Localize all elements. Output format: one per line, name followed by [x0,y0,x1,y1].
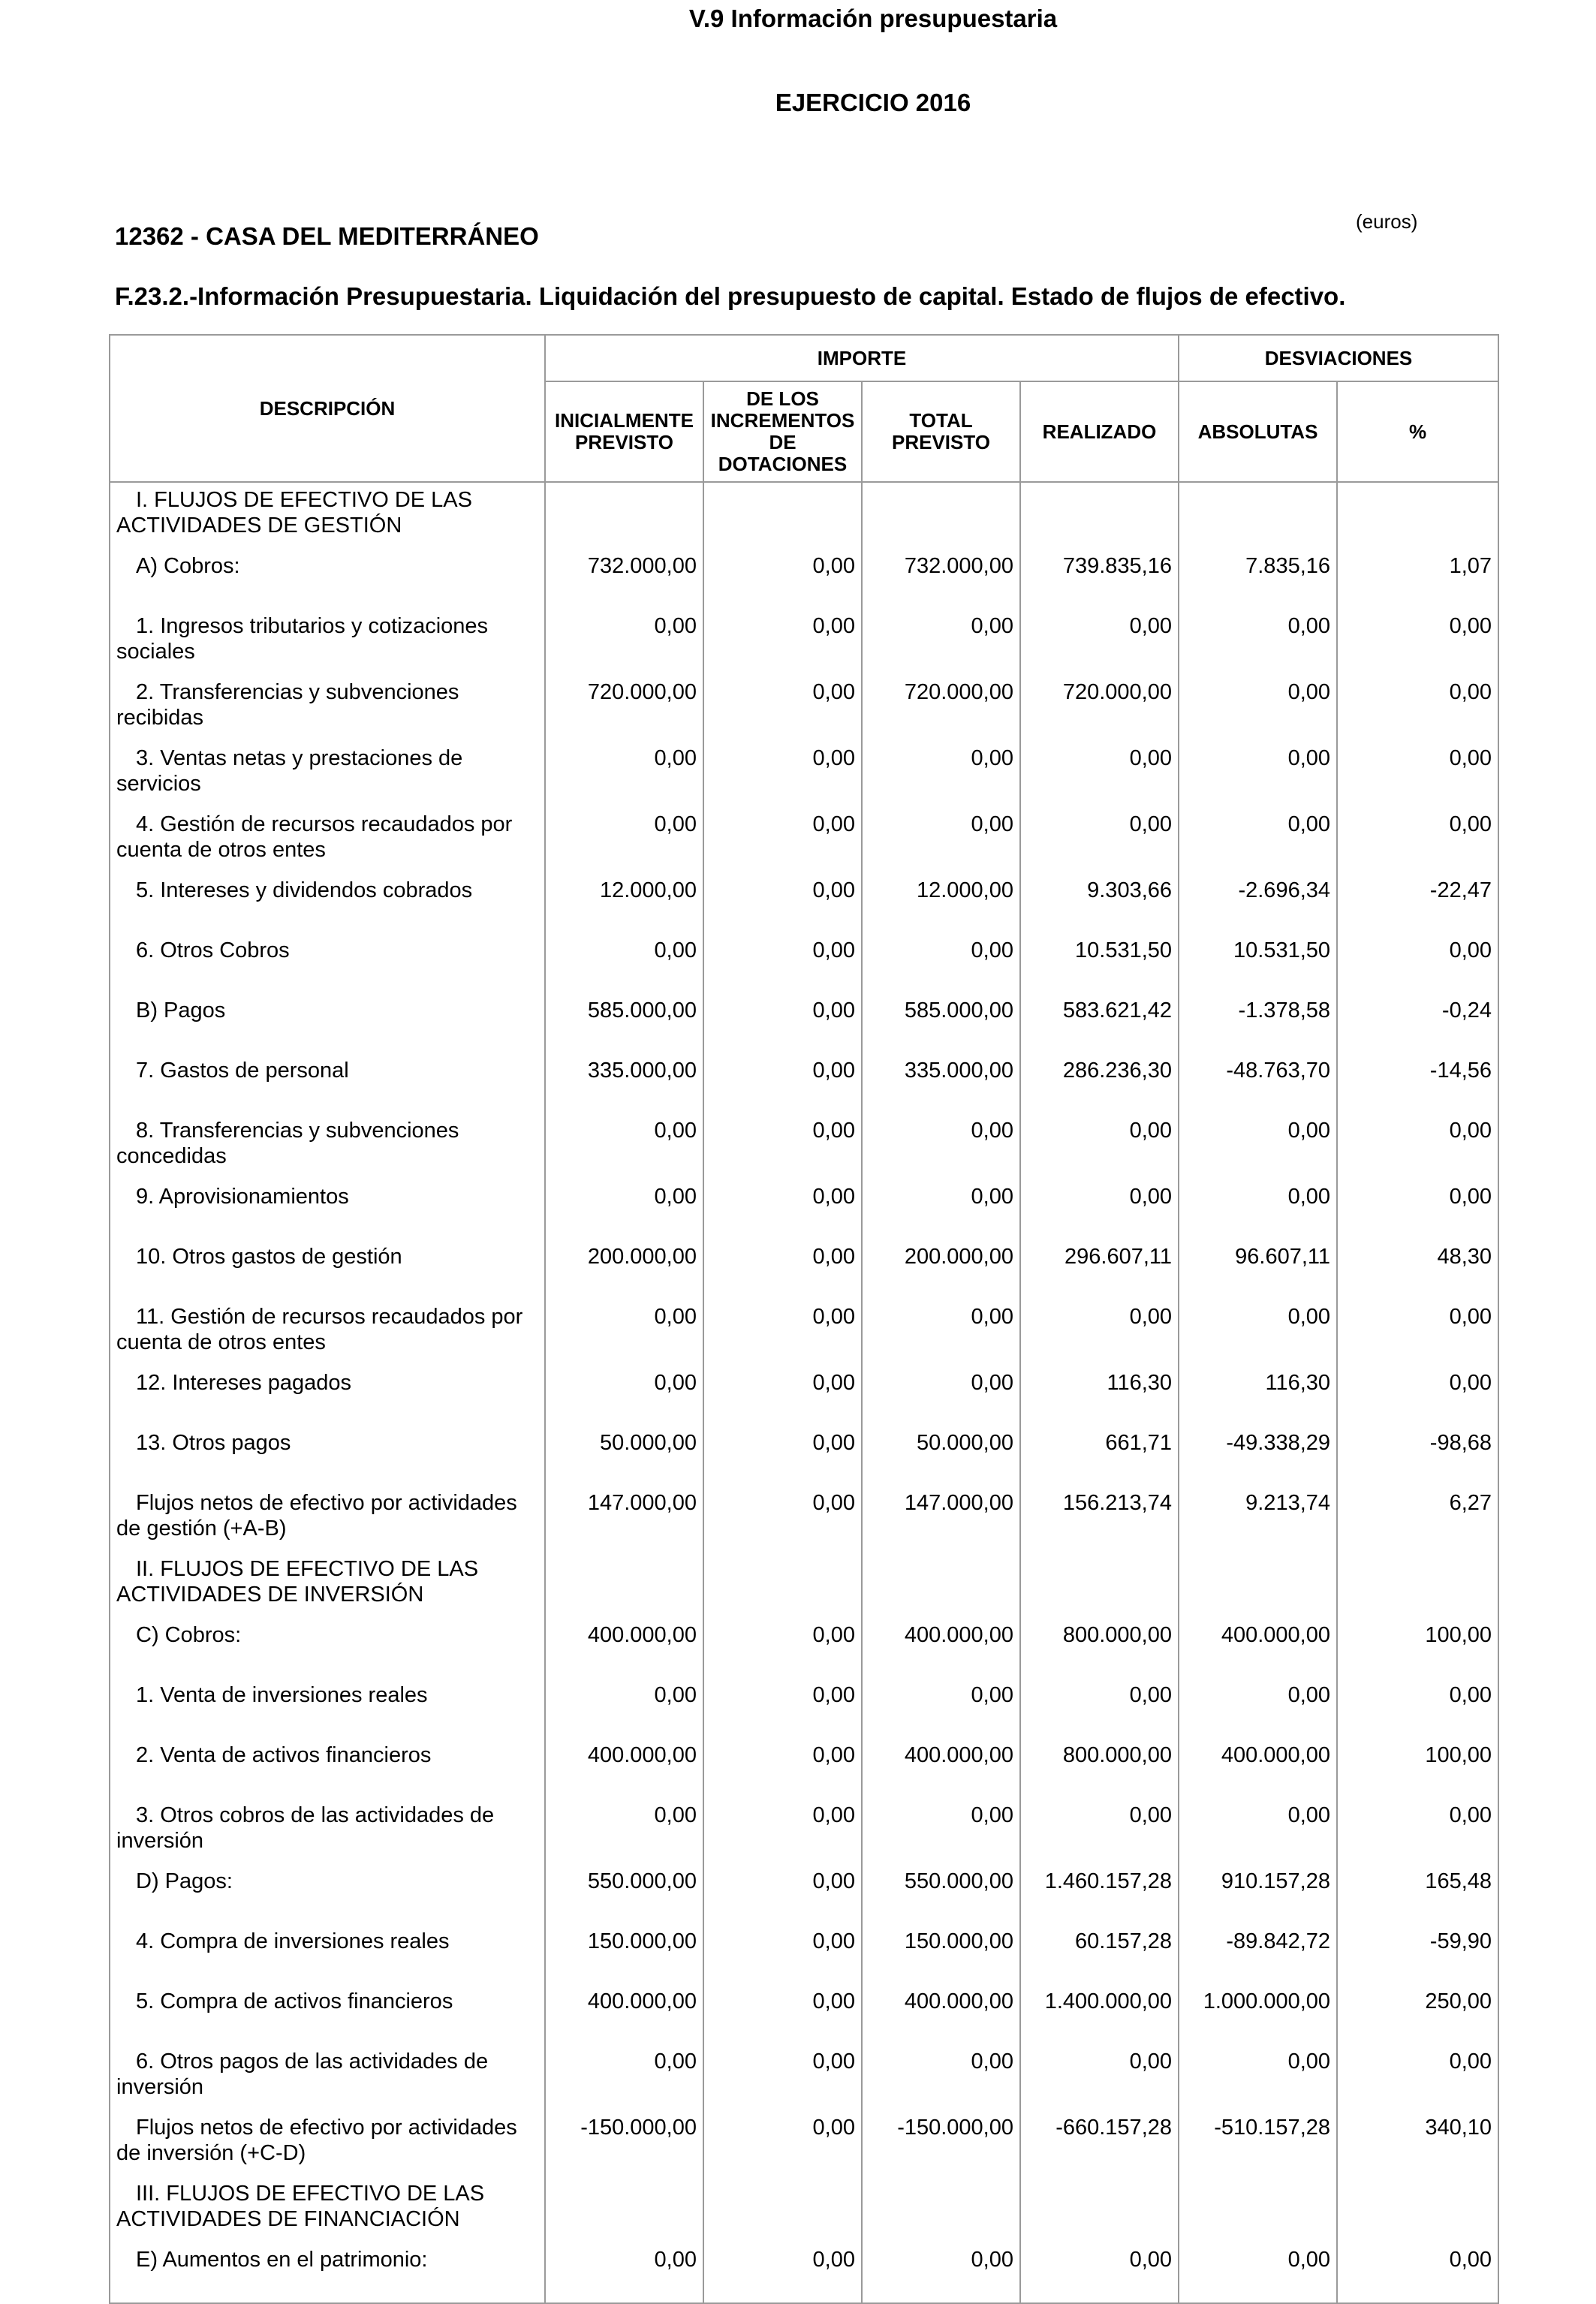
cell-incrementos-dotaciones: 0,00 [703,741,862,807]
row-description [110,1300,545,1366]
cell-total-previsto: 0,00 [862,1798,1020,1864]
table-row [110,807,1498,873]
cell-inicialmente-previsto: 400.000,00 [545,1984,703,2044]
cell-desviacion-absoluta: 1.000.000,00 [1179,1984,1337,2044]
row-label: 12. Intereses pagados [136,1371,351,1395]
cell-inicialmente-previsto: 0,00 [545,1366,703,1426]
cell-realizado: 0,00 [1020,1179,1179,1239]
cell-desviacion-absoluta: 10.531,50 [1179,933,1337,993]
row-description [110,609,545,675]
cell-realizado: 0,00 [1020,741,1179,807]
cell-inicialmente-previsto: 150.000,00 [545,1924,703,1984]
table-row [110,1426,1498,1486]
cell-inicialmente-previsto: 0,00 [545,1678,703,1738]
row-description [110,549,545,609]
cell-total-previsto [862,2176,1020,2242]
cell-incrementos-dotaciones: 0,00 [703,2110,862,2176]
cell-realizado: 0,00 [1020,1300,1179,1366]
cell-total-previsto: 585.000,00 [862,993,1020,1053]
table-row [110,2110,1498,2176]
table-header [110,335,1498,482]
cell-inicialmente-previsto: 147.000,00 [545,1486,703,1552]
row-description [110,1486,545,1552]
header-incrementos-dotaciones: DE LOS INCREMENTOS DE DOTACIONES [703,381,862,482]
row-description [110,741,545,807]
cell-total-previsto: 400.000,00 [862,1984,1020,2044]
cell-incrementos-dotaciones: 0,00 [703,1618,862,1678]
table-body [110,482,1498,2303]
cell-desviacion-porcentaje: 0,00 [1337,1113,1498,1179]
cell-desviacion-porcentaje: 250,00 [1337,1984,1498,2044]
page-title: V.9 Información presupuestaria [688,5,1058,32]
cell-total-previsto: 0,00 [862,933,1020,993]
cell-inicialmente-previsto: 0,00 [545,2044,703,2110]
cell-desviacion-porcentaje: -98,68 [1337,1426,1498,1486]
section-row [110,1552,1498,1618]
row-label: 3. Ventas netas y prestaciones de servicios [116,746,463,796]
table-row [110,2044,1498,2110]
row-description [110,2110,545,2176]
cell-total-previsto: 0,00 [862,1113,1020,1179]
cell-desviacion-absoluta: 7.835,16 [1179,549,1337,609]
table-row [110,609,1498,675]
header-importe: IMPORTE [545,335,1179,381]
row-description [110,1239,545,1300]
cell-incrementos-dotaciones: 0,00 [703,1053,862,1113]
cell-desviacion-porcentaje: 0,00 [1337,2242,1498,2303]
cell-desviacion-absoluta: 910.157,28 [1179,1864,1337,1924]
cell-inicialmente-previsto: 12.000,00 [545,873,703,933]
row-label: Flujos netos de efectivo por actividades de inversión (+C-D) [116,2116,517,2165]
row-label: A) Cobros: [136,554,240,578]
cell-realizado: 583.621,42 [1020,993,1179,1053]
cell-desviacion-absoluta: 0,00 [1179,675,1337,741]
cell-total-previsto: 0,00 [862,741,1020,807]
row-description [110,1552,545,1618]
cash-flow-table [109,334,1499,2304]
row-label: 2. Venta de activos financieros [136,1743,432,1767]
cell-inicialmente-previsto [545,1552,703,1618]
cell-realizado: 9.303,66 [1020,873,1179,933]
cell-incrementos-dotaciones: 0,00 [703,993,862,1053]
table-row [110,1864,1498,1924]
table-row [110,2242,1498,2303]
cell-desviacion-porcentaje: 0,00 [1337,2044,1498,2110]
cell-incrementos-dotaciones [703,1552,862,1618]
cell-realizado: 739.835,16 [1020,549,1179,609]
cell-total-previsto: 150.000,00 [862,1924,1020,1984]
row-description [110,993,545,1053]
table-row [110,993,1498,1053]
cell-realizado: 0,00 [1020,1113,1179,1179]
cell-realizado [1020,1552,1179,1618]
table-row [110,1179,1498,1239]
row-label: 10. Otros gastos de gestión [136,1245,402,1269]
cell-desviacion-porcentaje [1337,2176,1498,2242]
cell-desviacion-porcentaje: 100,00 [1337,1618,1498,1678]
row-description [110,1366,545,1426]
cell-desviacion-absoluta: 0,00 [1179,741,1337,807]
cell-incrementos-dotaciones: 0,00 [703,549,862,609]
cell-incrementos-dotaciones: 0,00 [703,2044,862,2110]
cell-inicialmente-previsto: 400.000,00 [545,1618,703,1678]
row-label: 4. Compra de inversiones reales [136,1929,450,1953]
cell-inicialmente-previsto: 732.000,00 [545,549,703,609]
row-label: B) Pagos [136,998,226,1022]
cell-realizado: 0,00 [1020,609,1179,675]
row-label: III. FLUJOS DE EFECTIVO DE LAS ACTIVIDADES DE FINANCIACIÓN [116,2182,485,2231]
cell-desviacion-porcentaje: -22,47 [1337,873,1498,933]
row-label: 2. Transferencias y subvenciones recibidas [116,680,459,730]
row-label: 1. Venta de inversiones reales [136,1683,428,1707]
cell-incrementos-dotaciones: 0,00 [703,1924,862,1984]
currency-note: (euros) [1356,210,1418,233]
cell-desviacion-porcentaje: 0,00 [1337,1798,1498,1864]
cell-desviacion-absoluta: 9.213,74 [1179,1486,1337,1552]
cell-realizado: 0,00 [1020,807,1179,873]
cell-desviacion-porcentaje [1337,1552,1498,1618]
cell-inicialmente-previsto: 0,00 [545,807,703,873]
table-row [110,1984,1498,2044]
table-row [110,1486,1498,1552]
cell-realizado: 720.000,00 [1020,675,1179,741]
row-label: 5. Intereses y dividendos cobrados [136,878,473,902]
row-description [110,1113,545,1179]
row-description [110,1179,545,1239]
section-row [110,482,1498,549]
cell-realizado: 116,30 [1020,1366,1179,1426]
cell-desviacion-absoluta: 0,00 [1179,1300,1337,1366]
cell-desviacion-porcentaje: 0,00 [1337,1366,1498,1426]
row-description [110,1984,545,2044]
row-label: I. FLUJOS DE EFECTIVO DE LAS ACTIVIDADES DE GESTIÓN [116,488,472,538]
cell-total-previsto: 732.000,00 [862,549,1020,609]
table-row [110,675,1498,741]
cell-incrementos-dotaciones: 0,00 [703,1113,862,1179]
row-label: E) Aumentos en el patrimonio: [136,2248,428,2272]
row-description [110,675,545,741]
row-description [110,1738,545,1798]
cell-total-previsto: 200.000,00 [862,1239,1020,1300]
cell-incrementos-dotaciones: 0,00 [703,1486,862,1552]
row-description [110,873,545,933]
cell-desviacion-absoluta: 0,00 [1179,2044,1337,2110]
cell-incrementos-dotaciones: 0,00 [703,873,862,933]
cell-inicialmente-previsto: 50.000,00 [545,1426,703,1486]
cell-realizado: 0,00 [1020,2242,1179,2303]
header-porcentaje: % [1337,381,1498,482]
cell-inicialmente-previsto: 0,00 [545,1798,703,1864]
cell-incrementos-dotaciones: 0,00 [703,1738,862,1798]
cell-desviacion-porcentaje: -0,24 [1337,993,1498,1053]
cell-incrementos-dotaciones: 0,00 [703,933,862,993]
fiscal-year: EJERCICIO 2016 [775,89,971,116]
row-description [110,807,545,873]
cell-desviacion-porcentaje: 6,27 [1337,1486,1498,1552]
cell-total-previsto: 335.000,00 [862,1053,1020,1113]
row-label: 3. Otros cobros de las actividades de inversión [116,1803,495,1853]
cell-incrementos-dotaciones: 0,00 [703,1984,862,2044]
cell-inicialmente-previsto: 335.000,00 [545,1053,703,1113]
table-row [110,1366,1498,1426]
table-row [110,549,1498,609]
row-description [110,2242,545,2303]
row-label: C) Cobros: [136,1623,242,1647]
cell-realizado: 0,00 [1020,1678,1179,1738]
row-description [110,482,545,549]
section-row [110,2176,1498,2242]
cell-desviacion-porcentaje: 0,00 [1337,1300,1498,1366]
header-inicialmente-previsto: INICIALMENTE PREVISTO [545,381,703,482]
row-label: D) Pagos: [136,1869,233,1893]
cell-desviacion-porcentaje: 0,00 [1337,933,1498,993]
row-description [110,1798,545,1864]
cell-inicialmente-previsto: 400.000,00 [545,1738,703,1798]
entity-title: 12362 - CASA DEL MEDITERRÁNEO [115,222,539,250]
header-absolutas: ABSOLUTAS [1179,381,1337,482]
cell-desviacion-porcentaje: 0,00 [1337,807,1498,873]
cell-inicialmente-previsto [545,2176,703,2242]
cell-total-previsto [862,1552,1020,1618]
cell-inicialmente-previsto: -150.000,00 [545,2110,703,2176]
table-row [110,1113,1498,1179]
cell-realizado: 286.236,30 [1020,1053,1179,1113]
cell-incrementos-dotaciones: 0,00 [703,1239,862,1300]
row-description [110,1618,545,1678]
cell-desviacion-absoluta: -48.763,70 [1179,1053,1337,1113]
cell-incrementos-dotaciones [703,2176,862,2242]
row-label: Flujos netos de efectivo por actividades de gestión (+A-B) [116,1491,517,1541]
table-row [110,1924,1498,1984]
header-total-previsto: TOTAL PREVISTO [862,381,1020,482]
row-label: II. FLUJOS DE EFECTIVO DE LAS ACTIVIDADES DE INVERSIÓN [116,1557,479,1607]
row-description [110,1678,545,1738]
cell-desviacion-porcentaje: 0,00 [1337,1179,1498,1239]
cell-desviacion-porcentaje: 0,00 [1337,675,1498,741]
cell-incrementos-dotaciones: 0,00 [703,1426,862,1486]
cell-desviacion-porcentaje: -14,56 [1337,1053,1498,1113]
cell-desviacion-absoluta: 0,00 [1179,2242,1337,2303]
table-row [110,1738,1498,1798]
cell-incrementos-dotaciones: 0,00 [703,1678,862,1738]
cell-desviacion-porcentaje: 340,10 [1337,2110,1498,2176]
cell-desviacion-absoluta: 0,00 [1179,1678,1337,1738]
row-description [110,1864,545,1924]
row-label: 1. Ingresos tributarios y cotizaciones sociales [116,614,489,664]
row-label: 6. Otros pagos de las actividades de inversión [116,2050,489,2099]
cell-realizado: 661,71 [1020,1426,1179,1486]
cell-total-previsto: 0,00 [862,1678,1020,1738]
cell-total-previsto: 0,00 [862,1179,1020,1239]
cell-total-previsto: 12.000,00 [862,873,1020,933]
cell-realizado: 60.157,28 [1020,1924,1179,1984]
table-row [110,741,1498,807]
cell-total-previsto: 0,00 [862,2044,1020,2110]
cell-incrementos-dotaciones: 0,00 [703,675,862,741]
row-label: 7. Gastos de personal [136,1059,349,1083]
cell-realizado [1020,2176,1179,2242]
cell-desviacion-absoluta [1179,2176,1337,2242]
row-label: 8. Transferencias y subvenciones concedidas [116,1119,459,1168]
cell-incrementos-dotaciones: 0,00 [703,1798,862,1864]
row-label: 11. Gestión de recursos recaudados por cuenta de otros entes [116,1305,523,1354]
table-row [110,1300,1498,1366]
cell-desviacion-absoluta: 0,00 [1179,609,1337,675]
cell-realizado: 1.400.000,00 [1020,1984,1179,2044]
row-label: 4. Gestión de recursos recaudados por cuenta de otros entes [116,812,513,862]
cell-inicialmente-previsto: 585.000,00 [545,993,703,1053]
cell-incrementos-dotaciones: 0,00 [703,1864,862,1924]
cell-realizado: -660.157,28 [1020,2110,1179,2176]
cell-realizado: 0,00 [1020,2044,1179,2110]
table-row [110,933,1498,993]
row-description [110,1053,545,1113]
cell-realizado: 1.460.157,28 [1020,1864,1179,1924]
cell-incrementos-dotaciones: 0,00 [703,1179,862,1239]
cell-desviacion-absoluta: -49.338,29 [1179,1426,1337,1486]
cell-desviacion-absoluta: 0,00 [1179,1113,1337,1179]
cell-desviacion-absoluta: -510.157,28 [1179,2110,1337,2176]
cell-realizado: 0,00 [1020,1798,1179,1864]
header-desviaciones: DESVIACIONES [1179,335,1498,381]
table-row [110,1678,1498,1738]
cell-inicialmente-previsto: 720.000,00 [545,675,703,741]
table-row [110,1618,1498,1678]
cell-desviacion-absoluta: 400.000,00 [1179,1618,1337,1678]
cell-total-previsto: 0,00 [862,1366,1020,1426]
cell-total-previsto: 0,00 [862,609,1020,675]
cell-total-previsto: 0,00 [862,1300,1020,1366]
cell-total-previsto: 50.000,00 [862,1426,1020,1486]
cell-realizado: 10.531,50 [1020,933,1179,993]
header-descripcion: DESCRIPCIÓN [110,335,545,482]
table-row [110,873,1498,933]
cell-realizado: 156.213,74 [1020,1486,1179,1552]
row-description [110,1426,545,1486]
row-label: 5. Compra de activos financieros [136,1989,453,2013]
cell-inicialmente-previsto: 0,00 [545,1179,703,1239]
cell-desviacion-absoluta: 400.000,00 [1179,1738,1337,1798]
cell-incrementos-dotaciones: 0,00 [703,609,862,675]
cell-desviacion-porcentaje [1337,482,1498,549]
cell-desviacion-absoluta: -89.842,72 [1179,1924,1337,1984]
cell-inicialmente-previsto: 550.000,00 [545,1864,703,1924]
cell-desviacion-porcentaje: 165,48 [1337,1864,1498,1924]
report-title: F.23.2.-Información Presupuestaria. Liquidación del presupuesto de capital. Estado de flujos de efectivo. [115,282,1346,310]
cell-desviacion-absoluta: 0,00 [1179,1179,1337,1239]
cell-desviacion-porcentaje: 0,00 [1337,741,1498,807]
cell-total-previsto: 400.000,00 [862,1738,1020,1798]
cell-desviacion-porcentaje: 48,30 [1337,1239,1498,1300]
cell-desviacion-porcentaje: -59,90 [1337,1924,1498,1984]
cell-realizado: 800.000,00 [1020,1738,1179,1798]
cell-inicialmente-previsto: 0,00 [545,1113,703,1179]
cell-inicialmente-previsto: 200.000,00 [545,1239,703,1300]
row-description [110,2176,545,2242]
row-description [110,2044,545,2110]
cell-realizado: 296.607,11 [1020,1239,1179,1300]
row-label: 13. Otros pagos [136,1431,291,1455]
cell-incrementos-dotaciones: 0,00 [703,2242,862,2303]
row-label: 9. Aprovisionamientos [136,1185,349,1209]
cell-desviacion-absoluta: -1.378,58 [1179,993,1337,1053]
cell-inicialmente-previsto: 0,00 [545,741,703,807]
cell-total-previsto: 400.000,00 [862,1618,1020,1678]
cell-total-previsto [862,482,1020,549]
cell-realizado [1020,482,1179,549]
cell-incrementos-dotaciones: 0,00 [703,1366,862,1426]
cell-realizado: 800.000,00 [1020,1618,1179,1678]
cell-inicialmente-previsto: 0,00 [545,1300,703,1366]
row-description [110,933,545,993]
cell-inicialmente-previsto: 0,00 [545,609,703,675]
cell-desviacion-absoluta: 116,30 [1179,1366,1337,1426]
cell-inicialmente-previsto [545,482,703,549]
cell-total-previsto: 550.000,00 [862,1864,1020,1924]
cell-incrementos-dotaciones: 0,00 [703,1300,862,1366]
cell-incrementos-dotaciones [703,482,862,549]
cell-total-previsto: 147.000,00 [862,1486,1020,1552]
cell-total-previsto: -150.000,00 [862,2110,1020,2176]
cell-desviacion-absoluta [1179,482,1337,549]
table-row [110,1239,1498,1300]
cell-inicialmente-previsto: 0,00 [545,933,703,993]
cell-desviacion-porcentaje: 100,00 [1337,1738,1498,1798]
cell-desviacion-porcentaje: 1,07 [1337,549,1498,609]
cell-desviacion-porcentaje: 0,00 [1337,609,1498,675]
cell-total-previsto: 720.000,00 [862,675,1020,741]
cell-desviacion-absoluta [1179,1552,1337,1618]
cell-desviacion-absoluta: 96.607,11 [1179,1239,1337,1300]
cell-desviacion-absoluta: 0,00 [1179,1798,1337,1864]
table-row [110,1053,1498,1113]
cell-incrementos-dotaciones: 0,00 [703,807,862,873]
header-realizado: REALIZADO [1020,381,1179,482]
row-label: 6. Otros Cobros [136,938,290,962]
row-description [110,1924,545,1984]
cell-total-previsto: 0,00 [862,807,1020,873]
cell-desviacion-absoluta: -2.696,34 [1179,873,1337,933]
table-row [110,1798,1498,1864]
cell-desviacion-absoluta: 0,00 [1179,807,1337,873]
cell-inicialmente-previsto: 0,00 [545,2242,703,2303]
cell-total-previsto: 0,00 [862,2242,1020,2303]
cell-desviacion-porcentaje: 0,00 [1337,1678,1498,1738]
